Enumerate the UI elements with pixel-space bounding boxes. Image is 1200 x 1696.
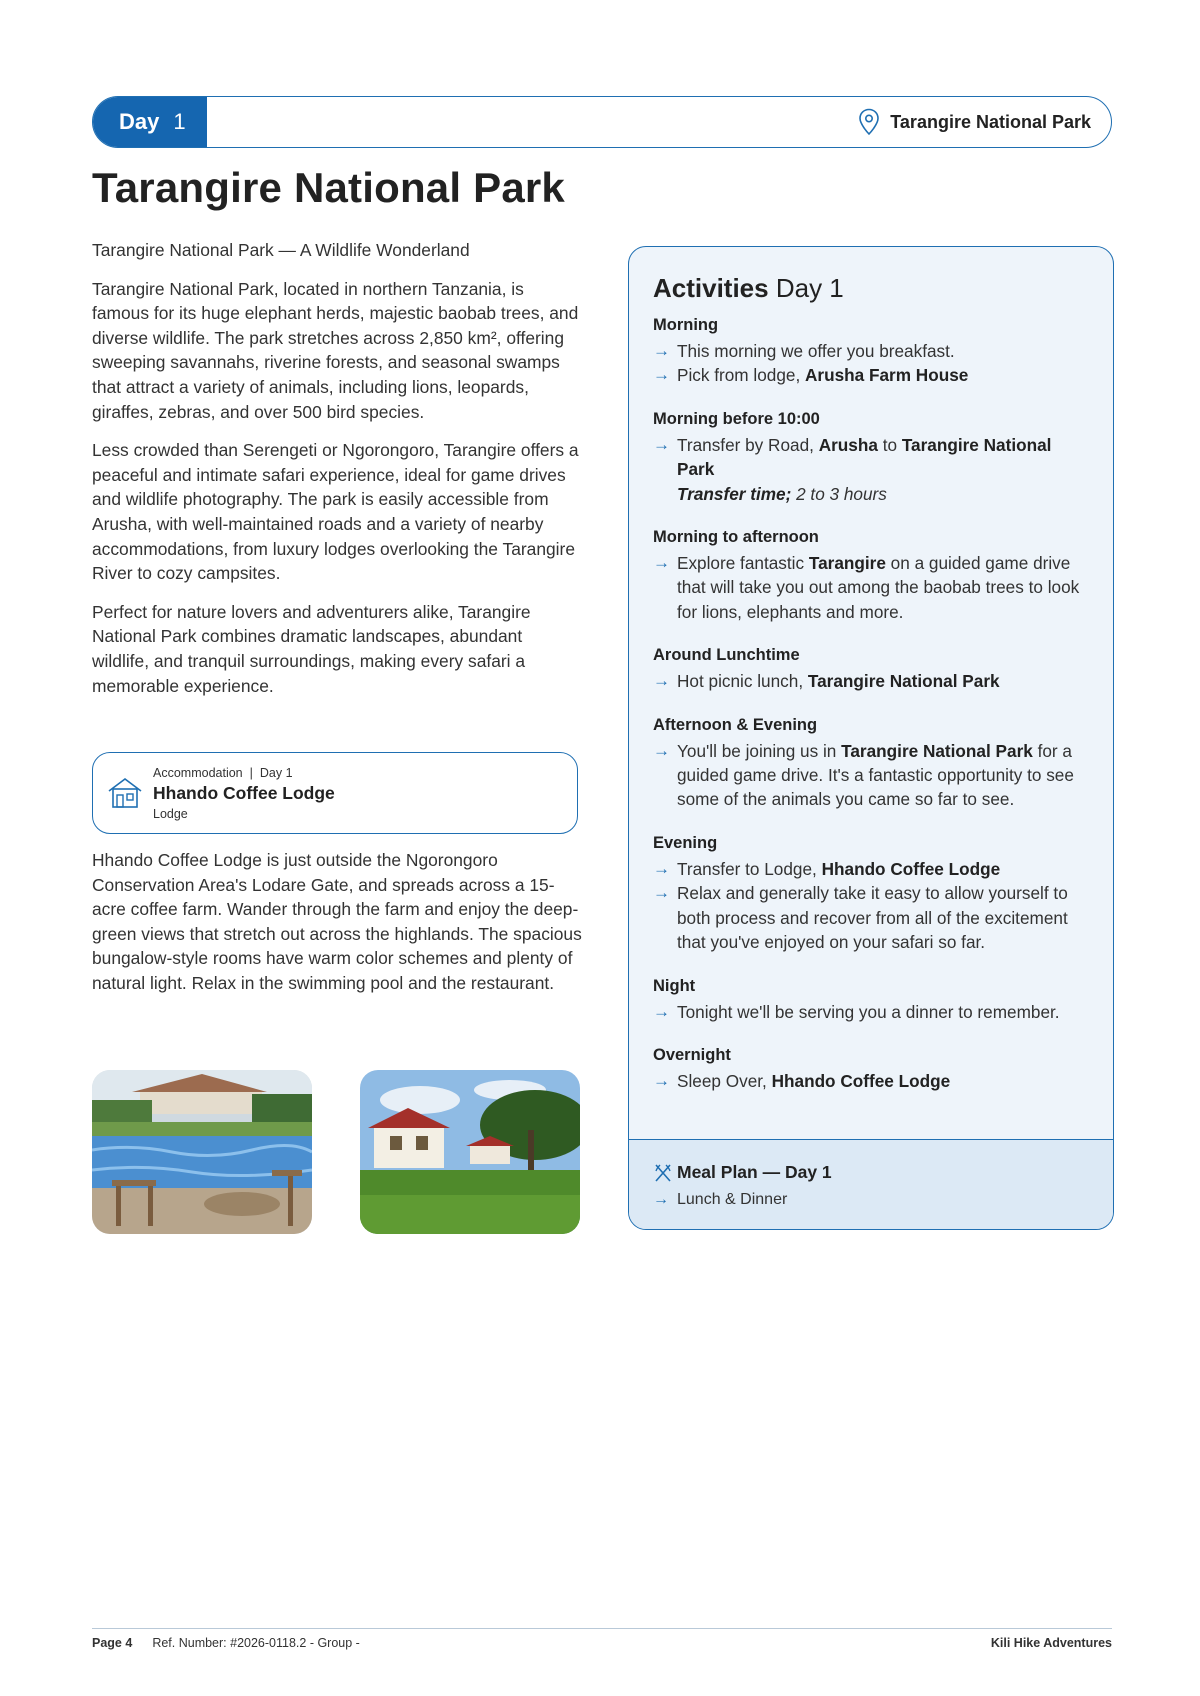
activity-text: [677, 551, 1089, 624]
activity-place: Tarangire National Park: [807, 671, 1000, 692]
intro-subtitle: Tarangire National Park — A Wildlife Wonderland: [92, 240, 470, 260]
section-label: Evening: [653, 833, 718, 852]
meal-plan: [629, 1139, 1113, 1229]
bungalow-photo: [360, 1070, 580, 1234]
activity-place: Tarangire: [808, 553, 886, 574]
activity-text: This morning we offer you breakfast.: [677, 341, 955, 361]
arrow-right-icon: →: [653, 365, 670, 385]
page-title: Tarangire National Park: [92, 164, 565, 211]
meal-plan-title-text: Meal Plan — Day 1: [677, 1162, 832, 1182]
company-name: Kili Hike Adventures: [990, 1636, 1112, 1650]
activity-text-post: on a guided game drive that will take you out among the baobab trees to look for lions, elephants and more.: [677, 553, 1080, 622]
activity-text-pre: Transfer to Lodge,: [677, 858, 822, 879]
section-evening: [653, 834, 1089, 955]
activity-place: Arusha Farm House: [805, 365, 969, 386]
section-label: Overnight: [653, 1045, 731, 1064]
pool-photo: [92, 1070, 312, 1234]
accommodation-card: [92, 752, 578, 834]
transfer-time-label: Transfer time;: [677, 483, 792, 504]
activity-text: Tonight we'll be serving you a dinner to remember.: [677, 1001, 1060, 1022]
section-afternoon-evening: [653, 716, 1089, 812]
section-label: Morning to afternoon: [653, 528, 819, 547]
section-morning: [653, 316, 1089, 388]
section-morning-to-afternoon: [653, 528, 1089, 624]
activity-place: Hhando Coffee Lodge: [821, 858, 1001, 879]
activity-item: [653, 339, 1089, 363]
section-label: Night: [653, 976, 696, 995]
arrow-right-icon: →: [653, 553, 670, 573]
footer: [92, 1636, 1112, 1650]
activity-item: [653, 433, 1089, 506]
activity-place: Hhando Coffee Lodge: [771, 1070, 951, 1091]
activity-text: [677, 669, 1000, 693]
activity-text-pre: Explore fantastic: [677, 553, 809, 574]
meal-plan-text: Lunch & Dinner: [677, 1191, 788, 1208]
section-label: Morning: [653, 316, 719, 334]
activity-text-post: for a guided game drive. It's a fantastic opportunity to see some of the animals you came so far to see.: [677, 740, 1074, 810]
activity-text-pre: Transfer by Road,: [677, 434, 819, 455]
transfer-from: Arusha: [818, 434, 878, 455]
section-morning-before-10: [653, 410, 1089, 506]
intro-paragraph-2: Less crowded than Serengeti or Ngorongoro, Tarangire offers a peaceful and intimate safari experience, ideal for game drives and wildlife photography. The park is easily accessible from Arusha, with well-maintained roads and a variety of nearby accommodations, from luxury lodges overlooking the Tarangire River to cozy campsites.: [92, 440, 579, 584]
activity-place: Tarangire National Park: [841, 740, 1033, 761]
accommodation-day: Day 1: [259, 765, 293, 780]
reference-number: Ref. Number: #2026-0118.2 - Group -: [152, 1636, 360, 1650]
activity-text: [677, 363, 968, 387]
activity-item: [653, 1000, 1089, 1024]
activity-text-pre: You'll be joining us in: [677, 740, 842, 761]
accommodation-label: Accommodation: [153, 765, 243, 780]
arrow-right-icon: →: [653, 740, 670, 760]
house-icon: [107, 776, 143, 810]
activity-text: Relax and generally take it easy to allow yourself to both process and recover from all of the excitement that you've enjoyed on your safari so far.: [677, 883, 1068, 953]
activities-panel: [628, 246, 1114, 1230]
section-label: Afternoon & Evening: [653, 715, 818, 734]
day-header-bar: [92, 96, 1112, 148]
intro-paragraph-1: Tarangire National Park, located in northern Tanzania, is famous for its huge elephant herds, majestic baobab trees, and diverse wildlife. The park stretches across 2,850 km², offering sweeping savannahs, riverine forests, and seasonal swamps that attract a variety of animals, including lions, leopards, giraffes, zebras, and over 500 bird species.: [92, 278, 579, 422]
section-night: [653, 977, 1089, 1024]
meta-separator: |: [249, 765, 253, 780]
cutlery-icon: [653, 1163, 673, 1183]
section-label: Morning before 10:00: [653, 409, 820, 428]
activities-title-bold: Activities: [653, 273, 769, 303]
accommodation-info: [153, 766, 335, 821]
footer-divider: [92, 1628, 1112, 1629]
arrow-right-icon: →: [653, 858, 670, 878]
header-location: [858, 108, 1091, 136]
activity-item: [653, 551, 1089, 624]
section-label: Around Lunchtime: [653, 646, 800, 665]
activity-item: [653, 881, 1089, 954]
location-pin-icon: [858, 108, 880, 136]
activities-title-day: Day 1: [768, 273, 844, 303]
day-badge: [93, 97, 207, 147]
section-lunchtime: [653, 646, 1089, 693]
arrow-right-icon: →: [653, 341, 670, 360]
activity-item: [653, 669, 1089, 693]
arrow-right-icon: →: [653, 671, 670, 691]
section-overnight: [653, 1046, 1089, 1093]
day-word: Day: [119, 109, 160, 134]
lodge-description: Hhando Coffee Lodge is just outside the Ngorongoro Conservation Area's Lodare Gate, and spreads across a 15-acre coffee farm. Wander through the farm and enjoy the deep-green views that stretch out across the highlands. The spacious bungalow-style rooms have warm color schemes and plenty of natural light. Relax in the swimming pool and the restaurant.: [92, 850, 582, 993]
arrow-right-icon: →: [653, 1070, 670, 1090]
intro-section: [92, 238, 582, 712]
arrow-right-icon: →: [653, 1001, 670, 1021]
activity-text-mid: to: [877, 434, 902, 455]
activity-item: [653, 739, 1089, 812]
activity-item: [653, 1069, 1089, 1093]
accommodation-name: Hhando Coffee Lodge: [153, 782, 335, 803]
meal-plan-item: [653, 1191, 1089, 1209]
transfer-to: Tarangire National Park: [677, 434, 1052, 480]
pool-scene-image: [92, 1070, 312, 1234]
activity-text: [677, 739, 1089, 812]
arrow-right-icon: →: [653, 883, 670, 903]
activity-text: [677, 857, 1000, 881]
arrow-right-icon: →: [653, 434, 670, 454]
activity-text-pre: Sleep Over,: [677, 1070, 772, 1091]
arrow-right-icon: →: [653, 1191, 669, 1208]
transfer-time-value: 2 to 3 hours: [791, 483, 887, 504]
bungalow-scene-image: [360, 1070, 580, 1234]
activity-item: [653, 857, 1089, 881]
accommodation-type: Lodge: [153, 806, 188, 821]
header-location-text: Tarangire National Park: [890, 111, 1091, 132]
intro-paragraph-3: Perfect for nature lovers and adventurers alike, Tarangire National Park combines dramatic landscapes, abundant wildlife, and tranquil surroundings, making every safari a memorable experience.: [92, 601, 531, 696]
accommodation-meta: [153, 766, 335, 780]
day-number: 1: [173, 109, 186, 134]
activity-text: [677, 433, 1089, 506]
activity-text: [677, 1069, 950, 1093]
page-number: Page 4: [92, 1636, 133, 1650]
activity-item: [653, 363, 1089, 387]
activities-title: [653, 273, 1089, 304]
activity-text-pre: Pick from lodge,: [677, 365, 805, 386]
meal-plan-title: [653, 1162, 1089, 1183]
activity-text-pre: Hot picnic lunch,: [677, 671, 808, 692]
